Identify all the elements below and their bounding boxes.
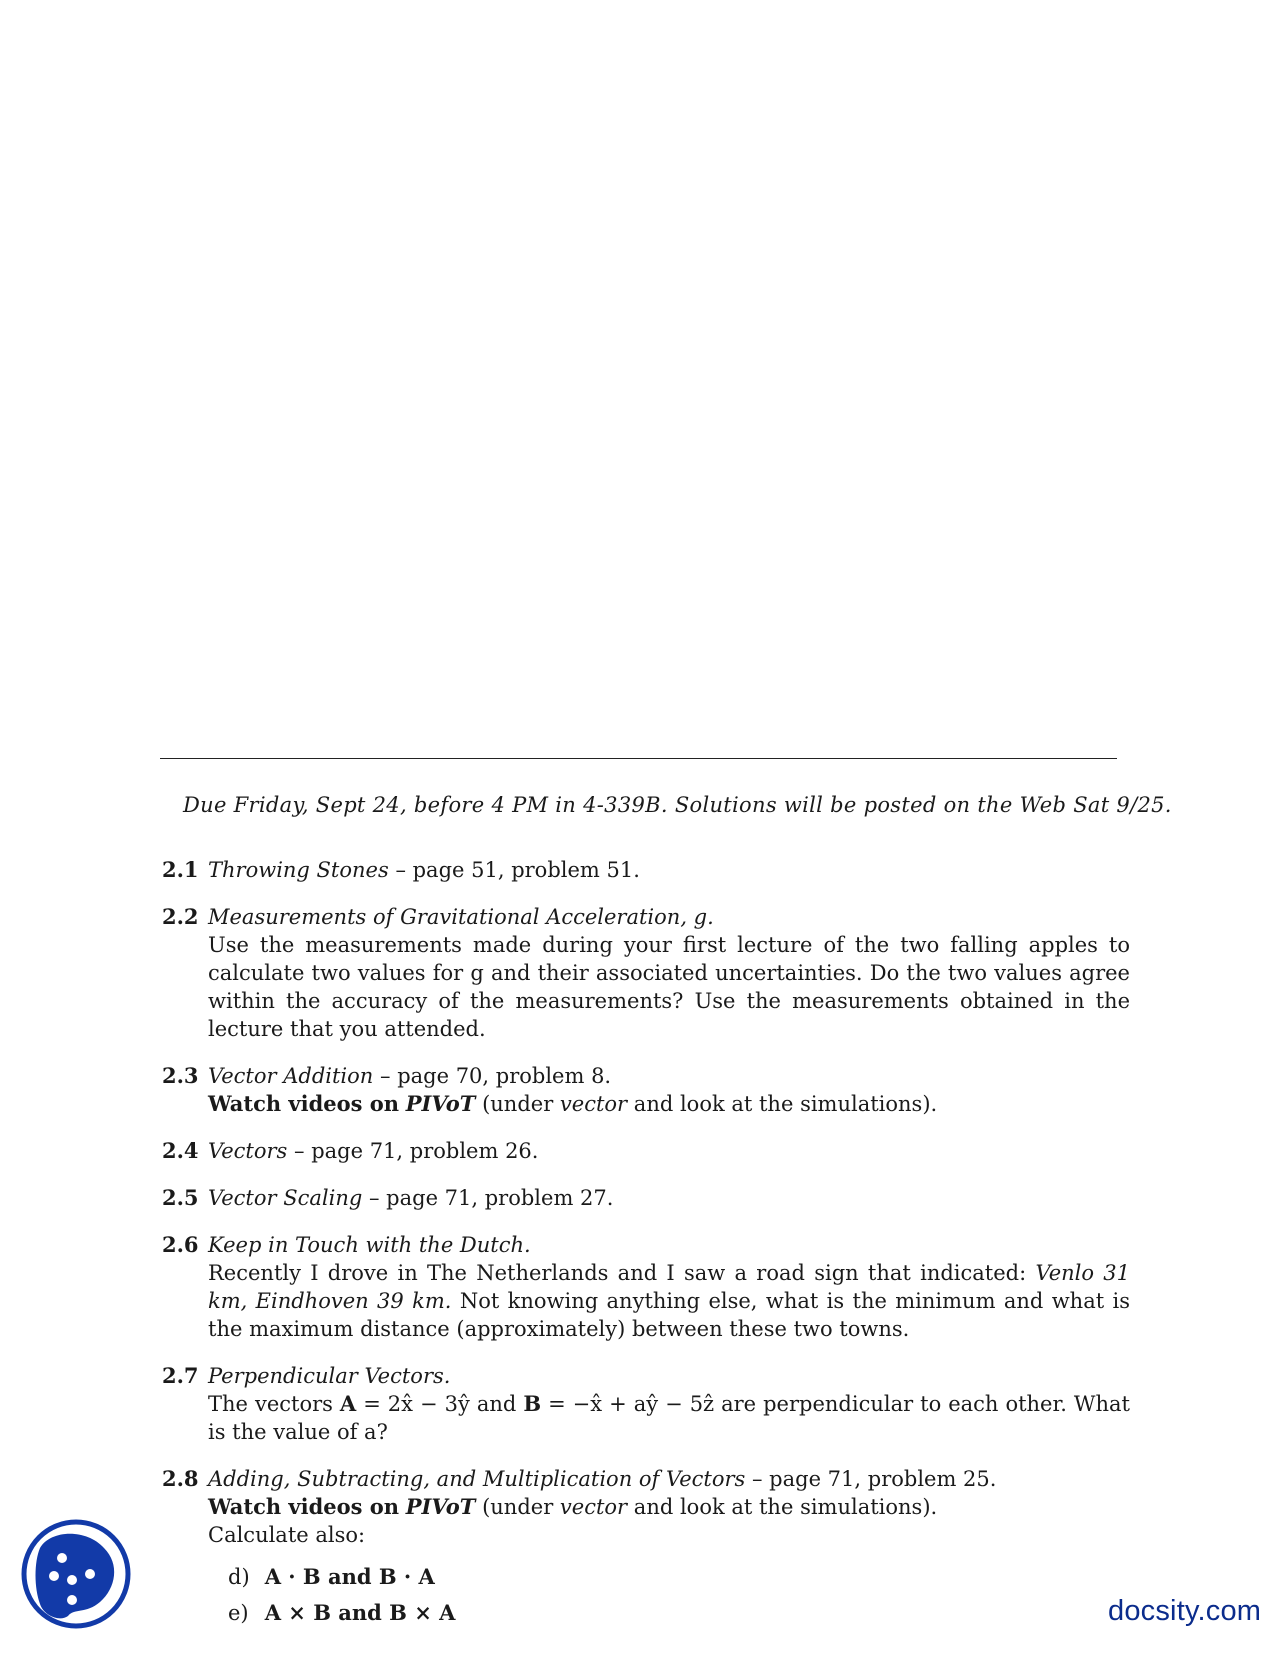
subitem-label: e) <box>228 1601 249 1625</box>
subitem-label: d) <box>228 1565 250 1589</box>
docsity-logo-icon[interactable] <box>20 1518 132 1630</box>
problem-reference: – page 51, problem 51. <box>395 858 640 882</box>
pivot-link[interactable]: PIVoT <box>405 1091 476 1116</box>
problem-reference: – page 71, problem 26. <box>294 1139 539 1163</box>
problem-title: Adding, Subtracting, and Multiplication of Vectors <box>208 1467 746 1491</box>
problem-number: 2.1 <box>162 857 199 882</box>
problem-2-7 <box>162 1362 1130 1446</box>
problem-title: Vectors <box>208 1139 288 1163</box>
road-sign-text: Venlo 31 km, Eindhoven 39 km. <box>208 1261 1130 1313</box>
calculate-also: Calculate also: <box>208 1523 366 1547</box>
problem-number: 2.7 <box>162 1363 199 1388</box>
vector-a-symbol: A <box>339 1391 357 1416</box>
problem-title: Throwing Stones <box>208 858 389 882</box>
watch-videos-note <box>208 1090 1130 1118</box>
watch-post: and look at the simulations). <box>633 1495 938 1519</box>
subitem-d <box>208 1563 1130 1591</box>
body-text: The vectors <box>208 1392 333 1416</box>
problem-2-5 <box>162 1184 1130 1212</box>
problem-title: Vector Scaling <box>208 1186 363 1210</box>
problem-2-6 <box>162 1231 1130 1343</box>
vector-b-symbol: B <box>523 1391 542 1416</box>
subitem-e <box>208 1599 1130 1627</box>
conjunction: and <box>476 1392 517 1416</box>
problem-title: Perpendicular Vectors. <box>208 1364 451 1388</box>
problem-2-1 <box>162 856 1130 884</box>
watch-vector: vector <box>559 1495 628 1519</box>
watch-videos-label: Watch videos on <box>208 1091 400 1116</box>
docsity-brand[interactable]: docsity.com <box>1108 1595 1262 1627</box>
body-text: Not knowing anything else, what is the minimum and what is the maximum distance (approximately) between these two towns. <box>208 1289 1131 1341</box>
problem-reference: – page 70, problem 8. <box>380 1064 612 1088</box>
watch-vector: vector <box>559 1092 628 1116</box>
watch-videos-note <box>208 1493 1130 1521</box>
body-text: are perpendicular to each other. What is the value of a? <box>208 1392 1130 1444</box>
problem-number: 2.6 <box>162 1232 199 1257</box>
watch-post: and look at the simulations). <box>633 1092 938 1116</box>
problem-reference: – page 71, problem 27. <box>368 1186 614 1210</box>
problem-body <box>208 1390 1130 1446</box>
due-note: Due Friday, Sept 24, before 4 PM in 4-339B. Solutions will be posted on the Web Sat 9/25. <box>183 793 1172 817</box>
problem-body: Use the measurements made during your first lecture of the two falling apples to calculate two values for g and their associated uncertainties. Do the two values agree within the accuracy of the measurements? Use the measurements obtained in the lecture that you attended. <box>208 933 1130 1041</box>
problem-number: 2.8 <box>162 1466 199 1491</box>
problem-list <box>162 856 1130 1646</box>
problem-number: 2.3 <box>162 1063 199 1088</box>
subitem-expression: A · B and B · A <box>264 1564 435 1589</box>
watch-pre: (under <box>482 1495 554 1519</box>
pivot-link[interactable]: PIVoT <box>405 1494 476 1519</box>
subitem-list <box>208 1563 1130 1627</box>
problem-title: Keep in Touch with the Dutch. <box>208 1233 531 1257</box>
vector-a-equation: = 2x̂ − 3ŷ <box>356 1392 470 1416</box>
problem-title: Measurements of Gravitational Acceleration, g. <box>208 905 714 929</box>
subitem-expression: A × B and B × A <box>264 1600 456 1625</box>
problem-number: 2.2 <box>162 904 199 929</box>
watch-pre: (under <box>482 1092 554 1116</box>
problem-2-8 <box>162 1465 1130 1627</box>
problem-2-3 <box>162 1062 1130 1118</box>
vector-b-equation: = −x̂ + aŷ − 5ẑ <box>541 1392 715 1416</box>
watch-videos-label: Watch videos on <box>208 1494 400 1519</box>
problem-2-2 <box>162 903 1130 1043</box>
problem-reference: – page 71, problem 25. <box>752 1467 997 1491</box>
problem-body <box>208 1259 1130 1343</box>
problem-title: Vector Addition <box>208 1064 374 1088</box>
body-text: Recently I drove in The Netherlands and I saw a road sign that indicated: <box>208 1261 1027 1285</box>
problem-number: 2.4 <box>162 1138 199 1163</box>
header-rule <box>160 758 1117 759</box>
problem-number: 2.5 <box>162 1185 199 1210</box>
problem-2-4 <box>162 1137 1130 1165</box>
